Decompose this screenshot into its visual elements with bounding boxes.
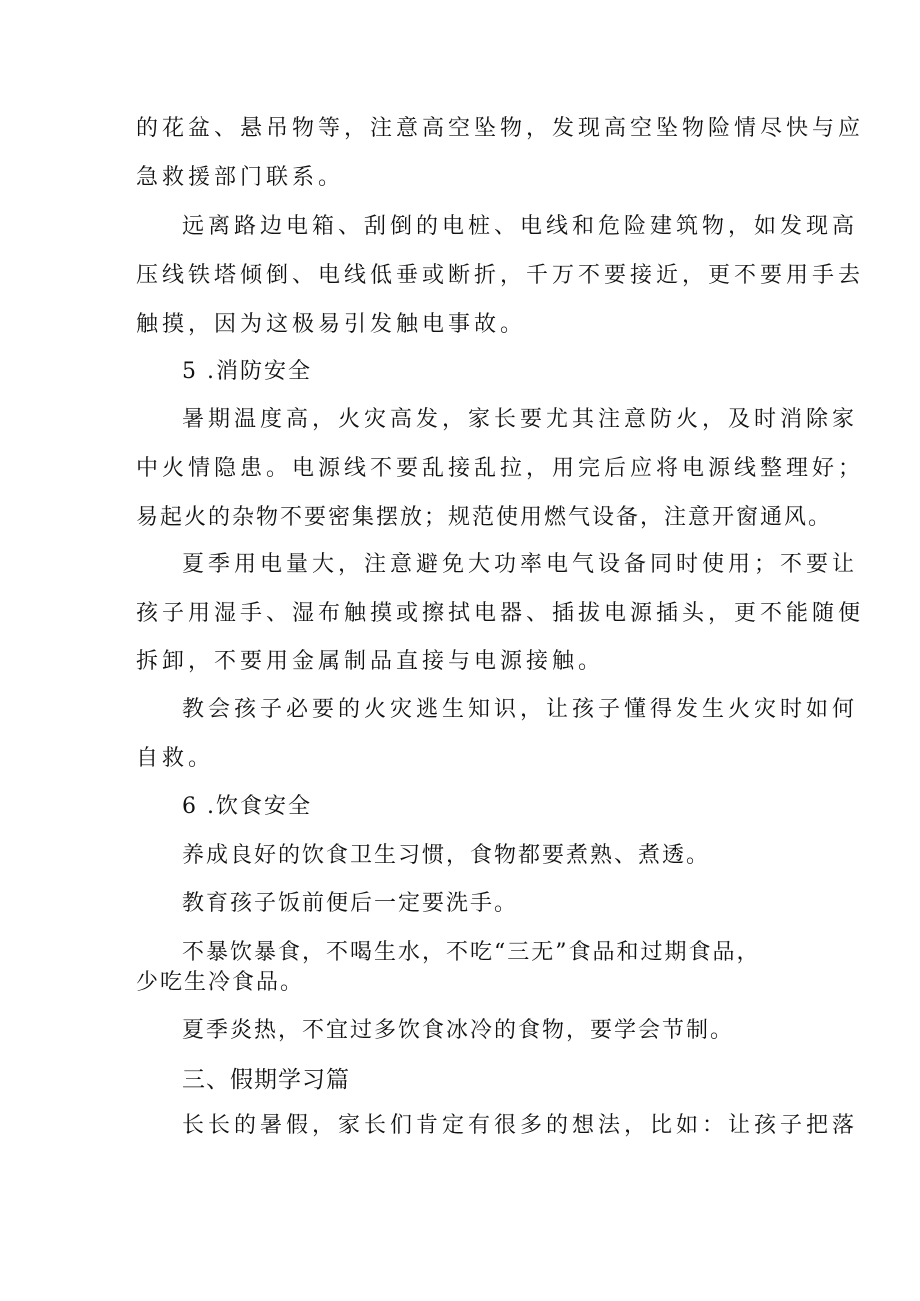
paragraph-line: 长长的暑假，家长们肯定有很多的想法，比如：让孩子把落: [182, 1113, 859, 1138]
paragraph-line: 自救。: [136, 746, 215, 771]
paragraph-line: 教育孩子饭前便后一定要洗手。: [182, 891, 519, 916]
paragraph-line: 夏季用电量大，注意避免大功率电气设备同时使用；不要让: [182, 552, 859, 577]
paragraph-line: 暑期温度高，火灾高发，家长要尤其注意防火，及时消除家: [182, 407, 859, 432]
paragraph-line: 夏季炎热，不宜过多饮食冰冷的食物，要学会节制。: [182, 1018, 735, 1043]
paragraph-line: 养成良好的饮食卫生习惯，食物都要煮熟、煮透。: [182, 843, 711, 868]
paragraph-line: 压线铁塔倾倒、电线低垂或断折，千万不要接近，更不要用手去: [136, 263, 865, 288]
paragraph-line: 的花盆、悬吊物等，注意高空坠物，发现高空坠物险情尽快与应: [136, 116, 865, 141]
paragraph-line: 急救援部门联系。: [136, 165, 345, 190]
paragraph-line: 少吃生冷食品。: [136, 970, 305, 995]
section-heading-fire-safety: 5 .消防安全: [182, 359, 312, 384]
chapter-heading-vacation-study: 三、假期学习篇: [182, 1067, 350, 1093]
paragraph-line: 易起火的杂物不要密集摆放；规范使用燃气设备，注意开窗通风。: [136, 505, 833, 530]
paragraph-line: 孩子用湿手、湿布触摸或擦拭电器、插拔电源插头，更不能随便: [136, 601, 865, 626]
section-heading-food-safety: 6 .饮食安全: [182, 794, 312, 819]
paragraph-line: 远离路边电箱、刮倒的电桩、电线和危险建筑物，如发现高: [182, 214, 859, 239]
paragraph-line: 触摸，因为这极易引发触电事故。: [136, 312, 527, 337]
paragraph-line: 教会孩子必要的火灾逃生知识，让孩子懂得发生火灾时如何: [182, 697, 859, 722]
paragraph-line: 中火情隐患。电源线不要乱接乱拉，用完后应将电源线整理好；: [136, 456, 865, 481]
paragraph-line: 拆卸，不要用金属制品直接与电源接触。: [136, 649, 605, 674]
paragraph-line: 不暴饮暴食，不喝生水，不吃“三无”食品和过期食品，: [182, 940, 761, 965]
